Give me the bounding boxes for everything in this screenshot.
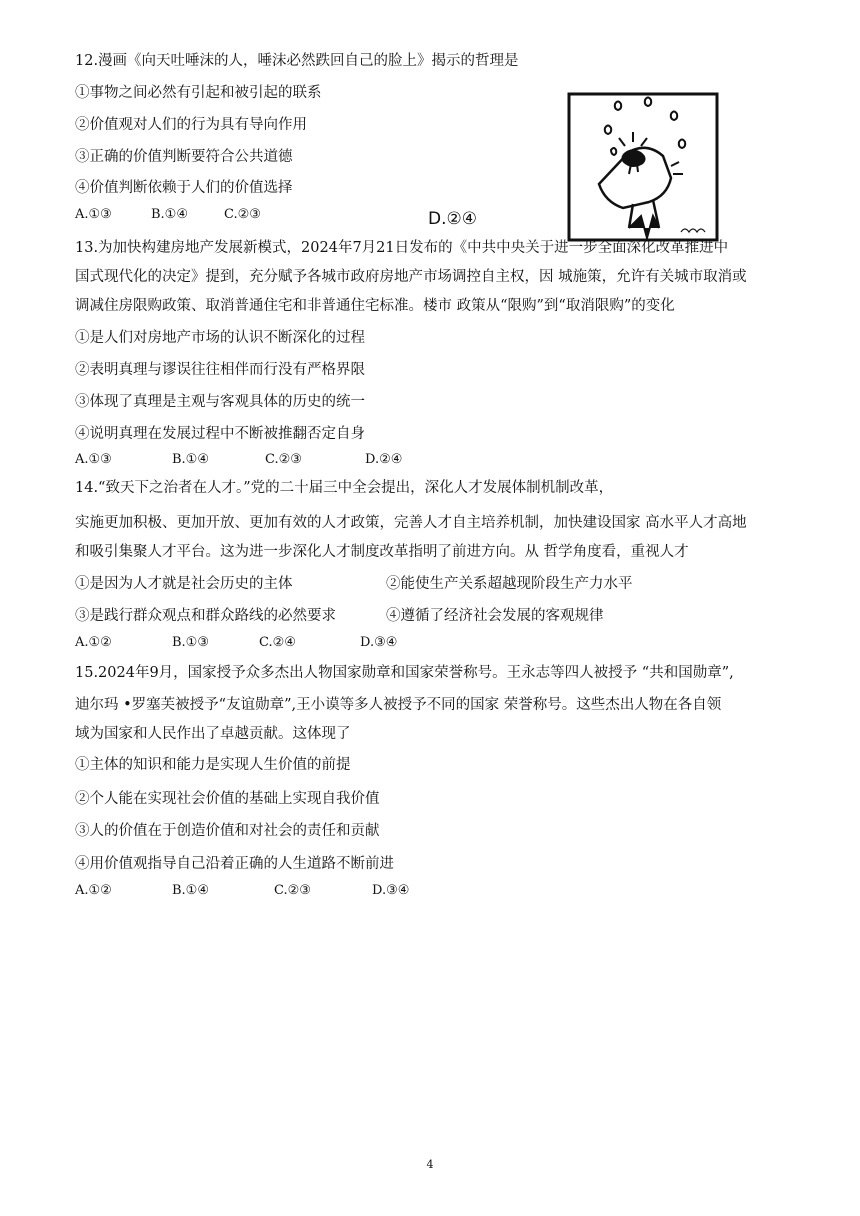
page-number: 4 (426, 1158, 434, 1171)
q13-stem-line-1: 13.为加快构建房地产发展新模式，2024年7月21日发布的《中共中央关于进一步全面深化改革推进中 (75, 240, 729, 256)
q13-stem-line-3: 调减住房限购政策、取消普通住宅和非普通住宅标准。楼市 政策从“限购”到“取消限购”的变化 (75, 298, 675, 314)
q13-option-d: D.②④ (365, 452, 403, 467)
q15-item-3: ③人的价值在于创造价值和对社会的责任和贡献 (75, 823, 380, 839)
q13-item-2: ②表明真理与谬误往往相伴而行没有严格界限 (75, 362, 365, 378)
q12-option-a: A.①③ (75, 207, 112, 222)
q15-item-1: ①主体的知识和能力是实现人生价值的前提 (75, 757, 351, 773)
q13-option-a: A.①③ (75, 452, 112, 467)
q15-option-a: A.①② (75, 883, 112, 898)
q15-stem-line-2: 迪尔玛 •罗塞芙被授予“友谊勋章”,王小谟等多人被授予不同的国家 荣誉称号。这些杰出人物在各自领 (75, 697, 722, 713)
q13-item-4: ④说明真理在发展过程中不断被推翻否定自身 (75, 426, 365, 442)
q14-item-4: ④遵循了经济社会发展的客观规律 (386, 608, 604, 624)
q12-item-1: ①事物之间必然有引起和被引起的联系 (75, 85, 322, 101)
q12-stem: 12.漫画《向天吐唾沫的人，唾沫必然跌回自己的脸上》揭示的哲理是 (75, 53, 519, 69)
q14-option-d: D.③④ (360, 635, 398, 650)
q15-item-4: ④用价值观指导自己沿着正确的人生道路不断前进 (75, 856, 394, 872)
cartoon-illustration (567, 92, 719, 242)
q12-item-2: ②价值观对人们的行为具有导向作用 (75, 117, 307, 133)
q15-item-2: ②个人能在实现社会价值的基础上实现自我价值 (75, 791, 380, 807)
q12-item-4: ④价值判断依赖于人们的价值选择 (75, 180, 293, 196)
q15-stem-line-1: 15.2024年9月，国家授予众多杰出人物国家勋章和国家荣誉称号。王永志等四人被授予 “共和国勋章”, (75, 665, 734, 681)
q14-item-3: ③是践行群众观点和群众路线的必然要求 (75, 608, 336, 624)
q13-item-3: ③体现了真理是主观与客观具体的历史的统一 (75, 394, 365, 410)
q12-option-b: B.①④ (151, 207, 188, 222)
q15-option-d: D.③④ (372, 883, 410, 898)
q15-option-c: C.②③ (274, 883, 311, 898)
q13-option-b: B.①④ (172, 452, 209, 467)
q13-option-c: C.②③ (265, 452, 302, 467)
q14-option-a: A.①② (75, 635, 112, 650)
q12-option-c: C.②③ (224, 207, 261, 222)
q14-stem-line-1: 14.“致天下之治者在人才。”党的二十届三中全会提出，深化人才发展体制机制改革， (75, 480, 614, 496)
q12-option-d: D.②④ (428, 209, 477, 229)
q14-option-c: C.②④ (259, 635, 296, 650)
q13-item-1: ①是人们对房地产市场的认识不断深化的过程 (75, 330, 365, 346)
q14-option-b: B.①③ (172, 635, 209, 650)
q13-stem-line-2: 国式现代化的决定》提到，充分赋予各城市政府房地产市场调控自主权，因 城施策，允许有关城市取消或 (75, 269, 747, 285)
q14-item-2: ②能使生产关系超越现阶段生产力水平 (386, 576, 633, 592)
q15-stem-line-3: 域为国家和人民作出了卓越贡献。这体现了 (75, 726, 351, 742)
q14-stem-line-2: 实施更加积极、更加开放、更加有效的人才政策，完善人才自主培养机制，加快建设国家 高水平人才高地 (75, 515, 747, 531)
q14-stem-line-3: 和吸引集聚人才平台。这为进一步深化人才制度改革指明了前进方向。从 哲学角度看，重视人才 (75, 544, 689, 560)
q15-option-b: B.①④ (172, 883, 209, 898)
q12-item-3: ③正确的价值判断要符合公共道德 (75, 149, 293, 165)
q14-item-1: ①是因为人才就是社会历史的主体 (75, 576, 293, 592)
